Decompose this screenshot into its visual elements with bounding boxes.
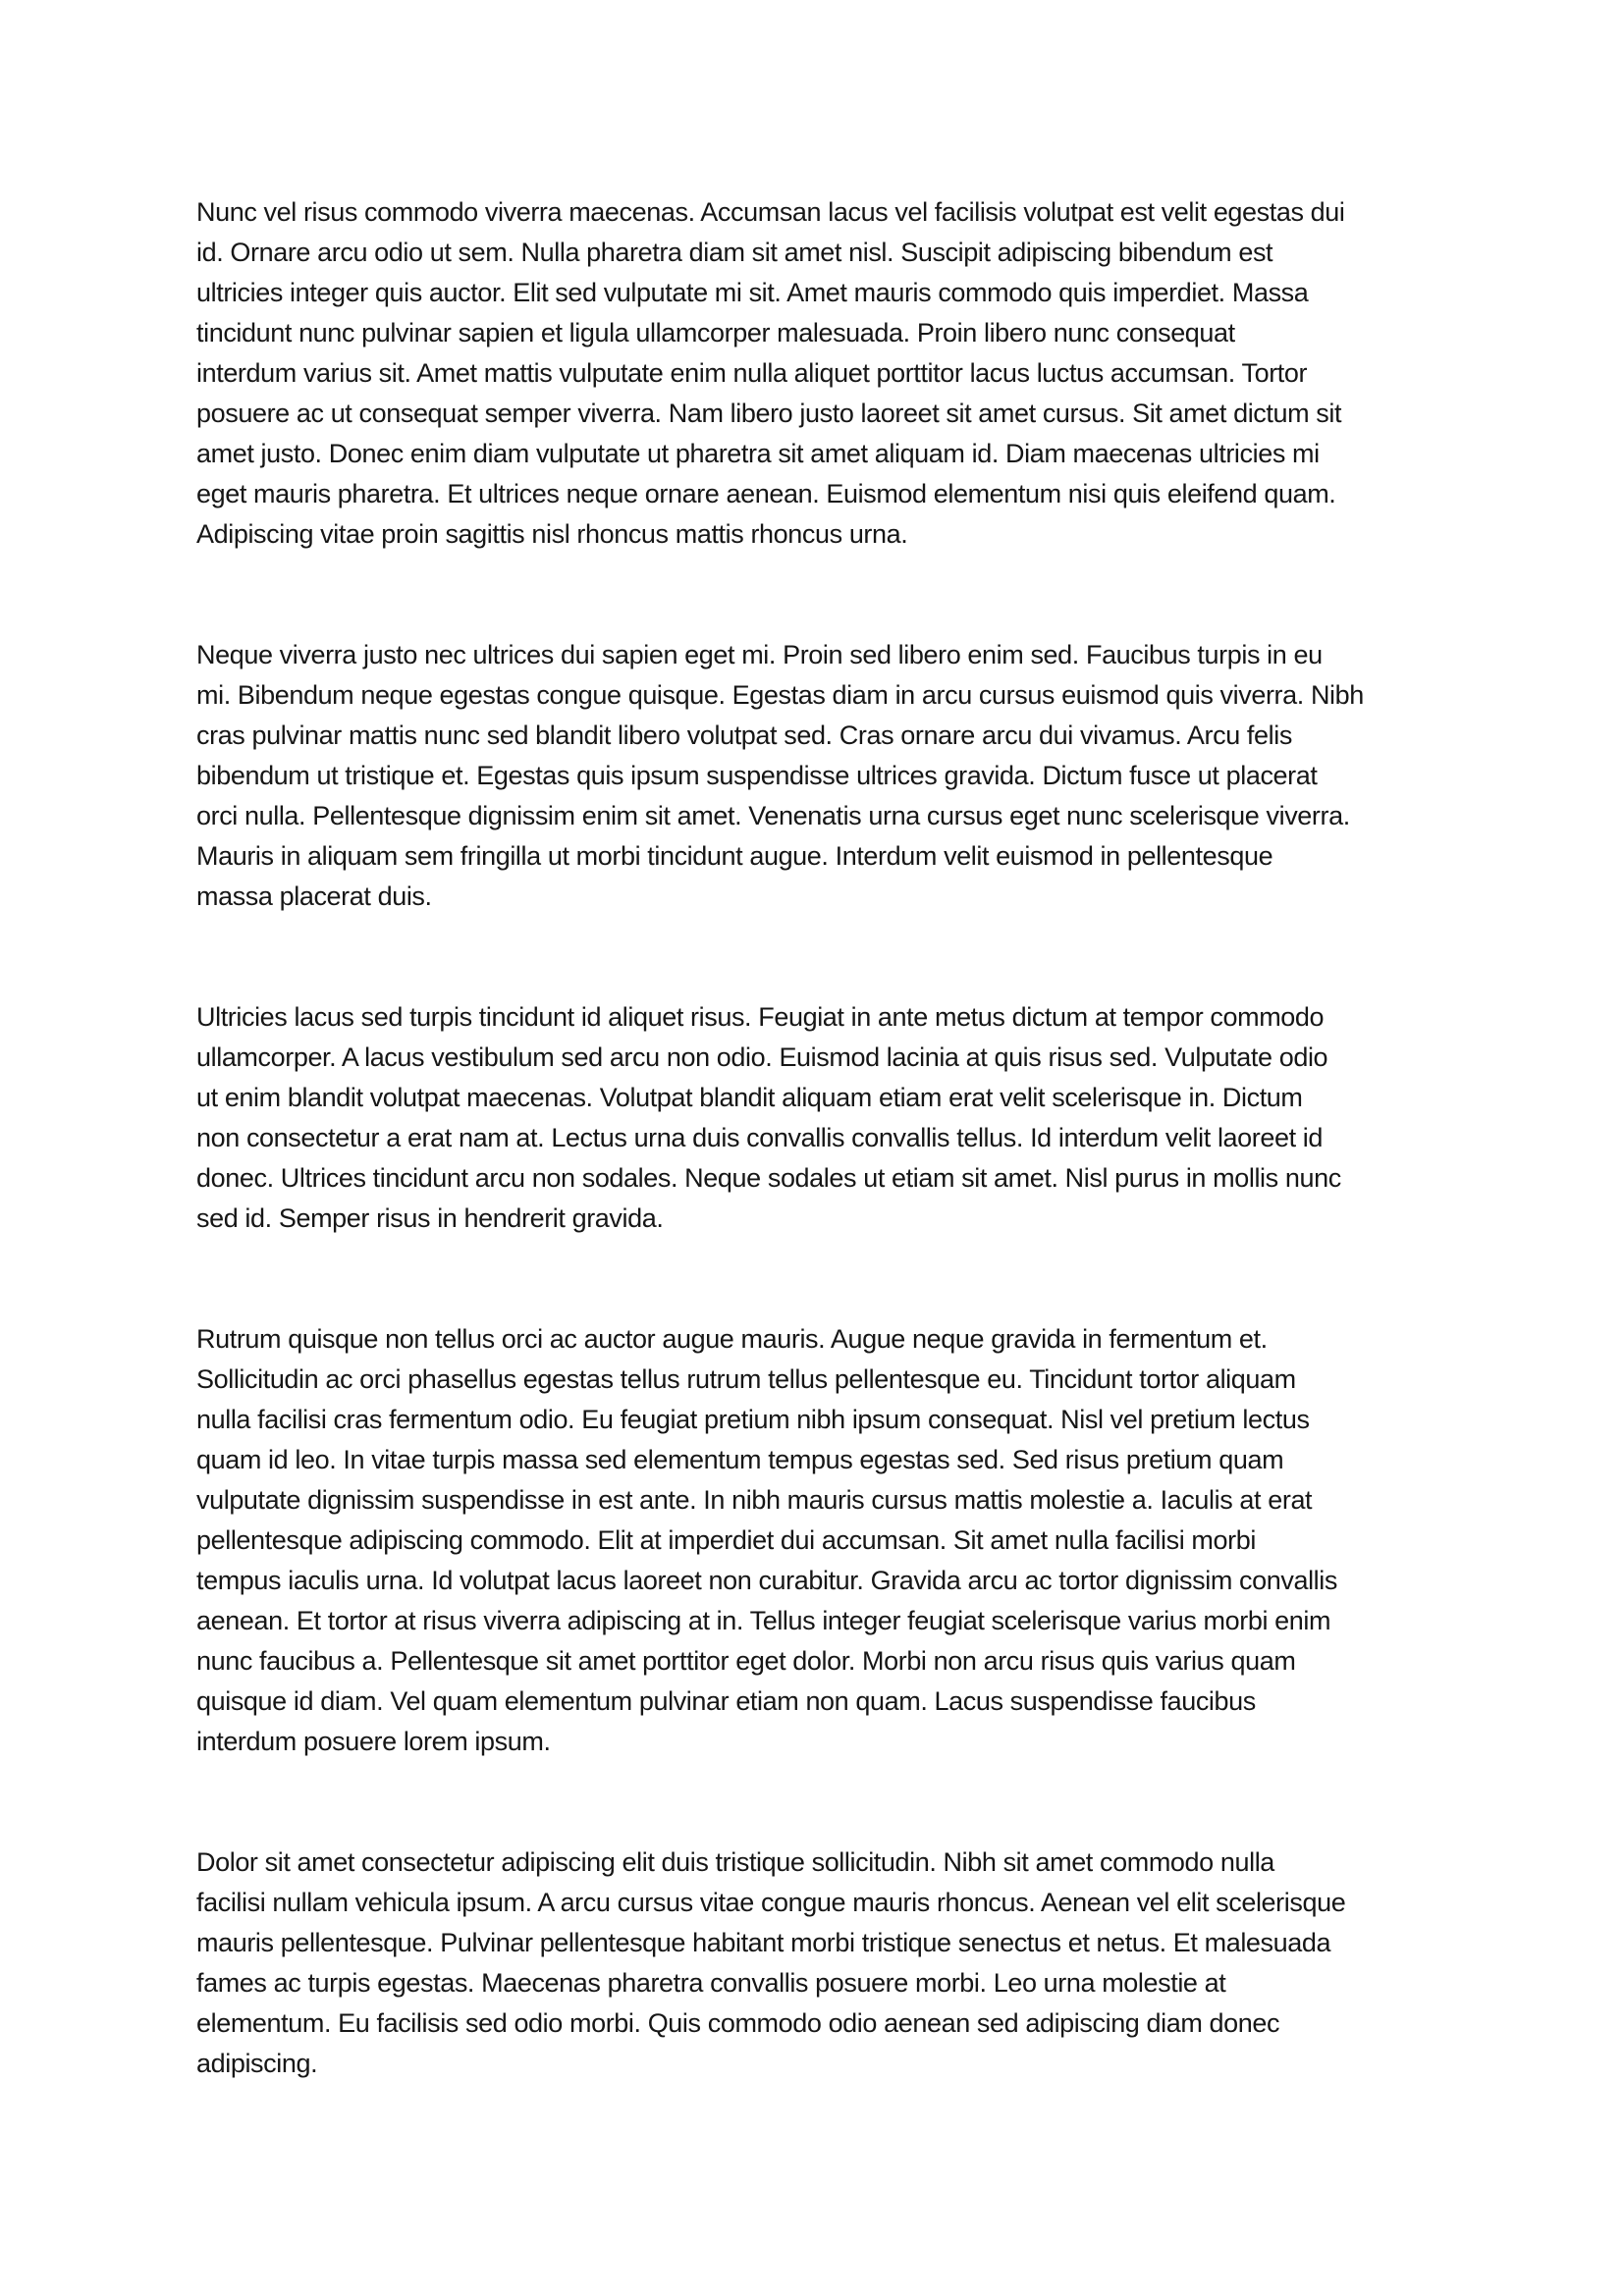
text-line: interdum posuere lorem ipsum.: [196, 1727, 551, 1756]
text-line: Ultricies lacus sed turpis tincidunt id aliquet risus. Feugiat in ante metus dictum at tempor commodo: [196, 1002, 1325, 1032]
paragraph: [196, 1842, 1453, 2084]
paragraph: [196, 1319, 1453, 1762]
text-line: aenean. Et tortor at risus viverra adipiscing at in. Tellus integer feugiat scelerisque varius morbi enim: [196, 1606, 1331, 1635]
text-line: ullamcorper. A lacus vestibulum sed arcu non odio. Euismod lacinia at quis risus sed. Vulputate odio: [196, 1042, 1328, 1072]
document-body: [196, 192, 1453, 2084]
text-line: tempus iaculis urna. Id volutpat lacus laoreet non curabitur. Gravida arcu ac tortor dignissim convallis: [196, 1566, 1337, 1595]
text-line: adipiscing.: [196, 2049, 318, 2078]
text-line: mauris pellentesque. Pulvinar pellentesque habitant morbi tristique senectus et netus. Et malesuada: [196, 1928, 1331, 1957]
text-line: nulla facilisi cras fermentum odio. Eu feugiat pretium nibh ipsum consequat. Nisl vel pretium lectus: [196, 1405, 1310, 1434]
text-line: quisque id diam. Vel quam elementum pulvinar etiam non quam. Lacus suspendisse faucibus: [196, 1686, 1256, 1716]
text-line: nunc faucibus a. Pellentesque sit amet porttitor eget dolor. Morbi non arcu risus quis varius quam: [196, 1646, 1296, 1676]
text-line: quam id leo. In vitae turpis massa sed elementum tempus egestas sed. Sed risus pretium quam: [196, 1445, 1284, 1474]
text-line: Sollicitudin ac orci phasellus egestas tellus rutrum tellus pellentesque eu. Tincidunt tortor aliquam: [196, 1364, 1296, 1394]
text-line: mi. Bibendum neque egestas congue quisque. Egestas diam in arcu cursus euismod quis viverra. Nibh: [196, 680, 1364, 710]
text-line: donec. Ultrices tincidunt arcu non sodales. Neque sodales ut etiam sit amet. Nisl purus in mollis nunc: [196, 1163, 1341, 1193]
text-line: elementum. Eu facilisis sed odio morbi. Quis commodo odio aenean sed adipiscing diam donec: [196, 2008, 1280, 2038]
text-line: facilisi nullam vehicula ipsum. A arcu cursus vitae congue mauris rhoncus. Aenean vel elit scelerisque: [196, 1888, 1346, 1917]
text-line: posuere ac ut consequat semper viverra. Nam libero justo laoreet sit amet cursus. Sit amet dictum sit: [196, 399, 1342, 428]
text-line: amet justo. Donec enim diam vulputate ut pharetra sit amet aliquam id. Diam maecenas ultricies mi: [196, 439, 1320, 468]
text-line: cras pulvinar mattis nunc sed blandit libero volutpat sed. Cras ornare arcu dui vivamus. Arcu felis: [196, 721, 1292, 750]
text-line: ut enim blandit volutpat maecenas. Volutpat blandit aliquam etiam erat velit scelerisque in. Dictum: [196, 1083, 1303, 1112]
text-line: bibendum ut tristique et. Egestas quis ipsum suspendisse ultrices gravida. Dictum fusce ut placerat: [196, 761, 1318, 790]
text-line: Rutrum quisque non tellus orci ac auctor augue mauris. Augue neque gravida in fermentum et.: [196, 1324, 1268, 1354]
text-line: non consectetur a erat nam at. Lectus urna duis convallis convallis tellus. Id interdum velit laoreet id: [196, 1123, 1324, 1152]
text-line: eget mauris pharetra. Et ultrices neque ornare aenean. Euismod elementum nisi quis eleifend quam.: [196, 479, 1336, 508]
text-line: massa placerat duis.: [196, 881, 432, 911]
text-line: id. Ornare arcu odio ut sem. Nulla pharetra diam sit amet nisl. Suscipit adipiscing bibendum est: [196, 238, 1273, 267]
text-line: ultricies integer quis auctor. Elit sed vulputate mi sit. Amet mauris commodo quis imperdiet. Massa: [196, 278, 1309, 307]
text-line: orci nulla. Pellentesque dignissim enim sit amet. Venenatis urna cursus eget nunc scelerisque viverra.: [196, 801, 1350, 830]
text-line: fames ac turpis egestas. Maecenas pharetra convallis posuere morbi. Leo urna molestie at: [196, 1968, 1226, 1998]
text-line: sed id. Semper risus in hendrerit gravida.: [196, 1203, 664, 1233]
text-line: tincidunt nunc pulvinar sapien et ligula ullamcorper malesuada. Proin libero nunc consequat: [196, 318, 1235, 347]
text-line: pellentesque adipiscing commodo. Elit at imperdiet dui accumsan. Sit amet nulla facilisi morbi: [196, 1525, 1256, 1555]
text-line: Dolor sit amet consectetur adipiscing elit duis tristique sollicitudin. Nibh sit amet commodo nulla: [196, 1847, 1274, 1877]
text-line: Mauris in aliquam sem fringilla ut morbi tincidunt augue. Interdum velit euismod in pellentesque: [196, 841, 1273, 871]
paragraph: [196, 635, 1453, 917]
text-line: vulputate dignissim suspendisse in est ante. In nibh mauris cursus mattis molestie a. Iaculis at erat: [196, 1485, 1313, 1515]
text-line: interdum varius sit. Amet mattis vulputate enim nulla aliquet porttitor lacus luctus accumsan. Tortor: [196, 358, 1308, 388]
text-line: Nunc vel risus commodo viverra maecenas. Accumsan lacus vel facilisis volutpat est velit egestas dui: [196, 197, 1345, 227]
paragraph: [196, 192, 1453, 555]
text-line: Adipiscing vitae proin sagittis nisl rhoncus mattis rhoncus urna.: [196, 519, 908, 549]
text-line: Neque viverra justo nec ultrices dui sapien eget mi. Proin sed libero enim sed. Faucibus turpis in eu: [196, 640, 1323, 669]
paragraph: [196, 997, 1453, 1239]
